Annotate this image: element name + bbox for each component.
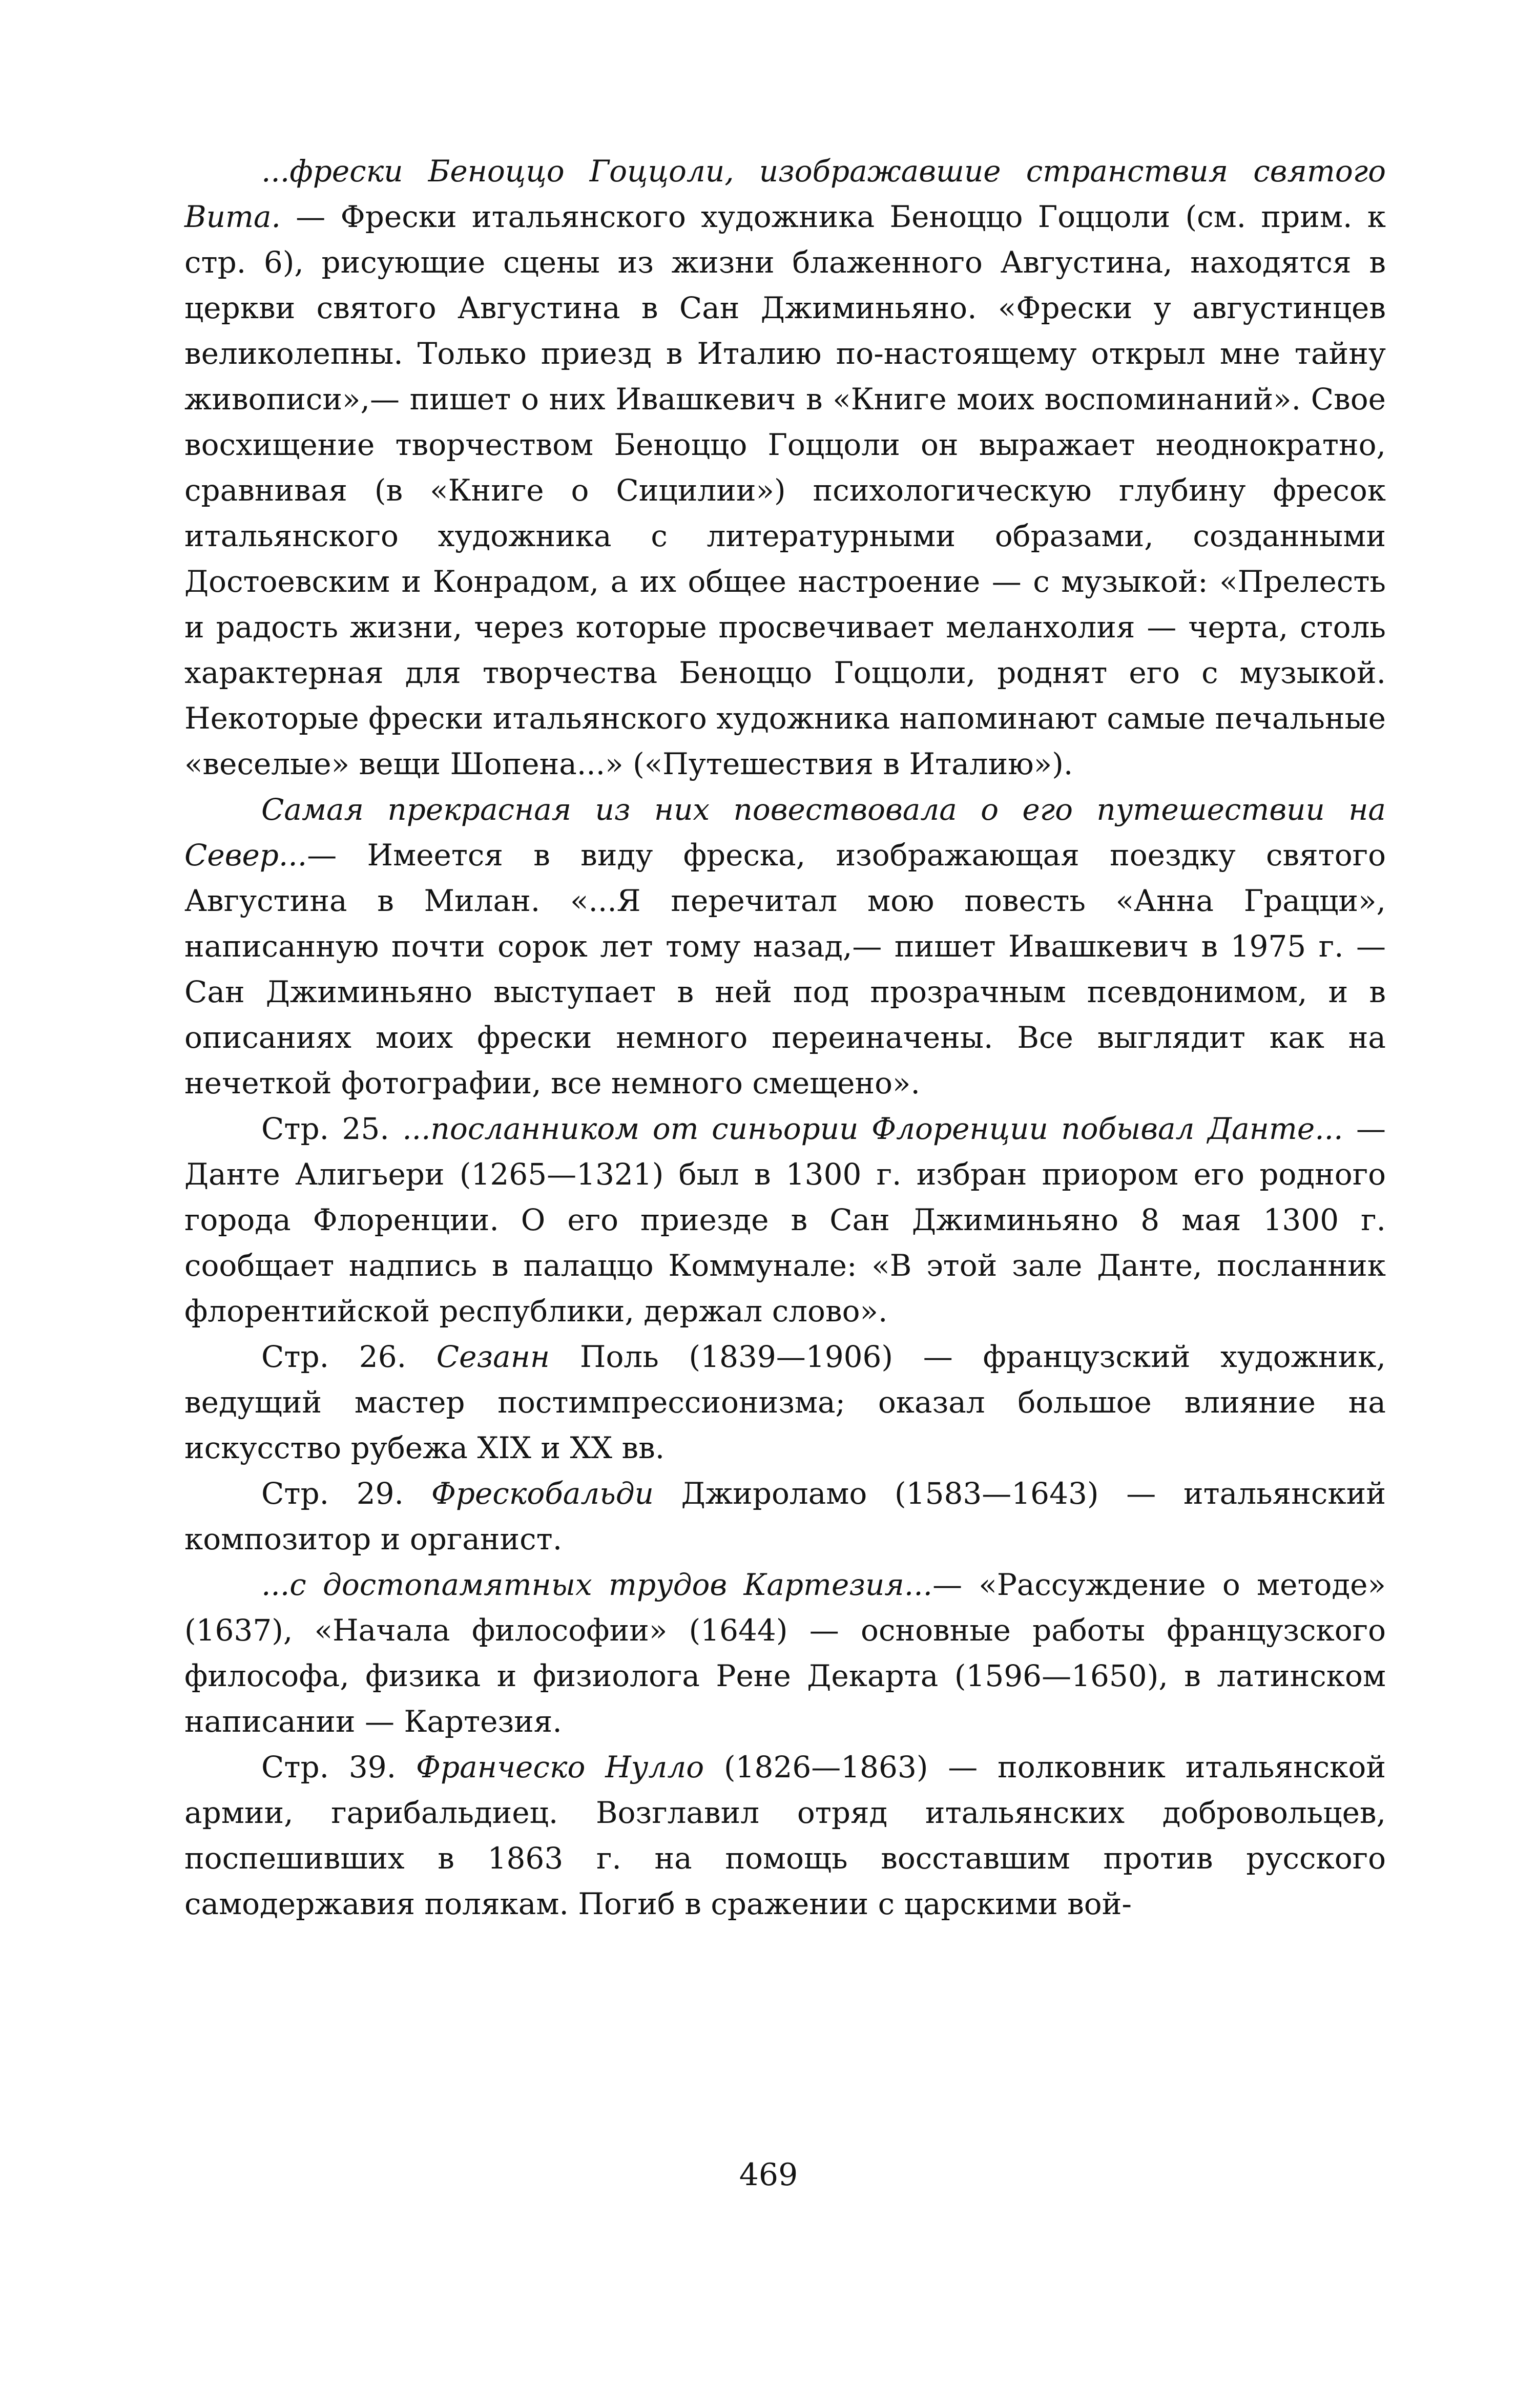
note-text: Поль (1839—1906) — французский художник, ведущий мастер постимпрессионизма; оказал большое влияние на искусство рубежа XIX и XX вв.	[184, 1339, 1386, 1465]
note-paragraph	[184, 787, 1386, 1106]
note-page-ref: Стр. 25.	[261, 1111, 403, 1146]
note-page-ref: Стр. 29.	[261, 1476, 431, 1511]
note-paragraph	[184, 149, 1386, 787]
note-lead: Самая прекрасная из них повествовала о его путешествии на Север...	[184, 792, 1386, 873]
note-page-ref: Стр. 26.	[261, 1339, 437, 1374]
note-text: — Фрески итальянского художника Беноццо Гоццоли (см. прим. к стр. 6), рисующие сцены из жизни блаженного Августина, находятся в церкви святого Августина в Сан Джиминьяно. «Фрески у августинцев великолепны. Только приезд в Италию по-настоящему открыл мне тайну живописи»,— пишет о них Ивашкевич в «Книге моих воспоминаний». Свое восхищение творчеством Беноццо Гоццоли он выражает неоднократно, сравнивая (в «Книге о Сицилии») психологическую глубину фресок итальянского художника с литературными образами, созданными Достоевским и Конрадом, а их общее настроение — с музыкой: «Прелесть и радость жизни, через которые просвечивает меланхолия — черта, столь характерная для творчества Беноццо Гоццоли, роднят его с музыкой. Некоторые фрески итальянского художника напоминают самые печальные «веселые» вещи Шопена...» («Путешествия в Италию»).	[184, 199, 1386, 781]
note-paragraph	[184, 1562, 1386, 1745]
note-text: — Данте Алигьери (1265—1321) был в 1300 г. избран приором его родного города Флоренции. О его приезде в Сан Джиминьяно 8 мая 1300 г. сообщает надпись в палаццо Коммунале: «В этой зале Данте, посланник флорентийской республики, держал слово».	[184, 1111, 1386, 1328]
note-text: — «Рассуждение о методе» (1637), «Начала философии» (1644) — основные работы французского философа, физика и физиолога Рене Декарта (1596—1650), в латинском написании — Картезия.	[184, 1567, 1386, 1739]
note-paragraph	[184, 1471, 1386, 1562]
notes-page	[184, 149, 1386, 2224]
note-lead: Франческо Нулло	[416, 1750, 704, 1784]
note-paragraph	[184, 1334, 1386, 1471]
note-lead: Фрескобальди	[431, 1476, 654, 1511]
note-lead: Сезанн	[436, 1339, 550, 1374]
note-lead: ...с достопамятных трудов Картезия...	[261, 1567, 933, 1602]
note-text: Джироламо (1583—1643) — итальянский композитор и органист.	[184, 1476, 1386, 1556]
note-text: (1826—1863) — полковник итальянской армии, гарибальдиец. Возглавил отряд итальянских добровольцев, поспешивших в 1863 г. на помощь восставшим против русского самодержавия полякам. Погиб в сражении с царскими вой-	[184, 1750, 1386, 1921]
note-lead: ...посланником от синьории Флоренции побывал Данте...	[402, 1111, 1343, 1146]
note-page-ref: Стр. 39.	[261, 1750, 416, 1784]
note-paragraph	[184, 1745, 1386, 1927]
note-text: — Имеется в виду фреска, изображающая поездку святого Августина в Милан. «...Я перечитал мою повесть «Анна Грацци», написанную почти сорок лет тому назад,— пишет Ивашкевич в 1975 г. — Сан Джиминьяно выступает в ней под прозрачным псевдонимом, и в описаниях моих фрески немного переиначены. Все выглядит как на нечеткой фотографии, все немного смещено».	[184, 838, 1386, 1101]
page-number: 469	[739, 2157, 798, 2193]
note-lead: ...фрески Беноццо Гоццоли, изображавшие странствия святого Вита.	[184, 154, 1386, 234]
note-paragraph	[184, 1106, 1386, 1334]
